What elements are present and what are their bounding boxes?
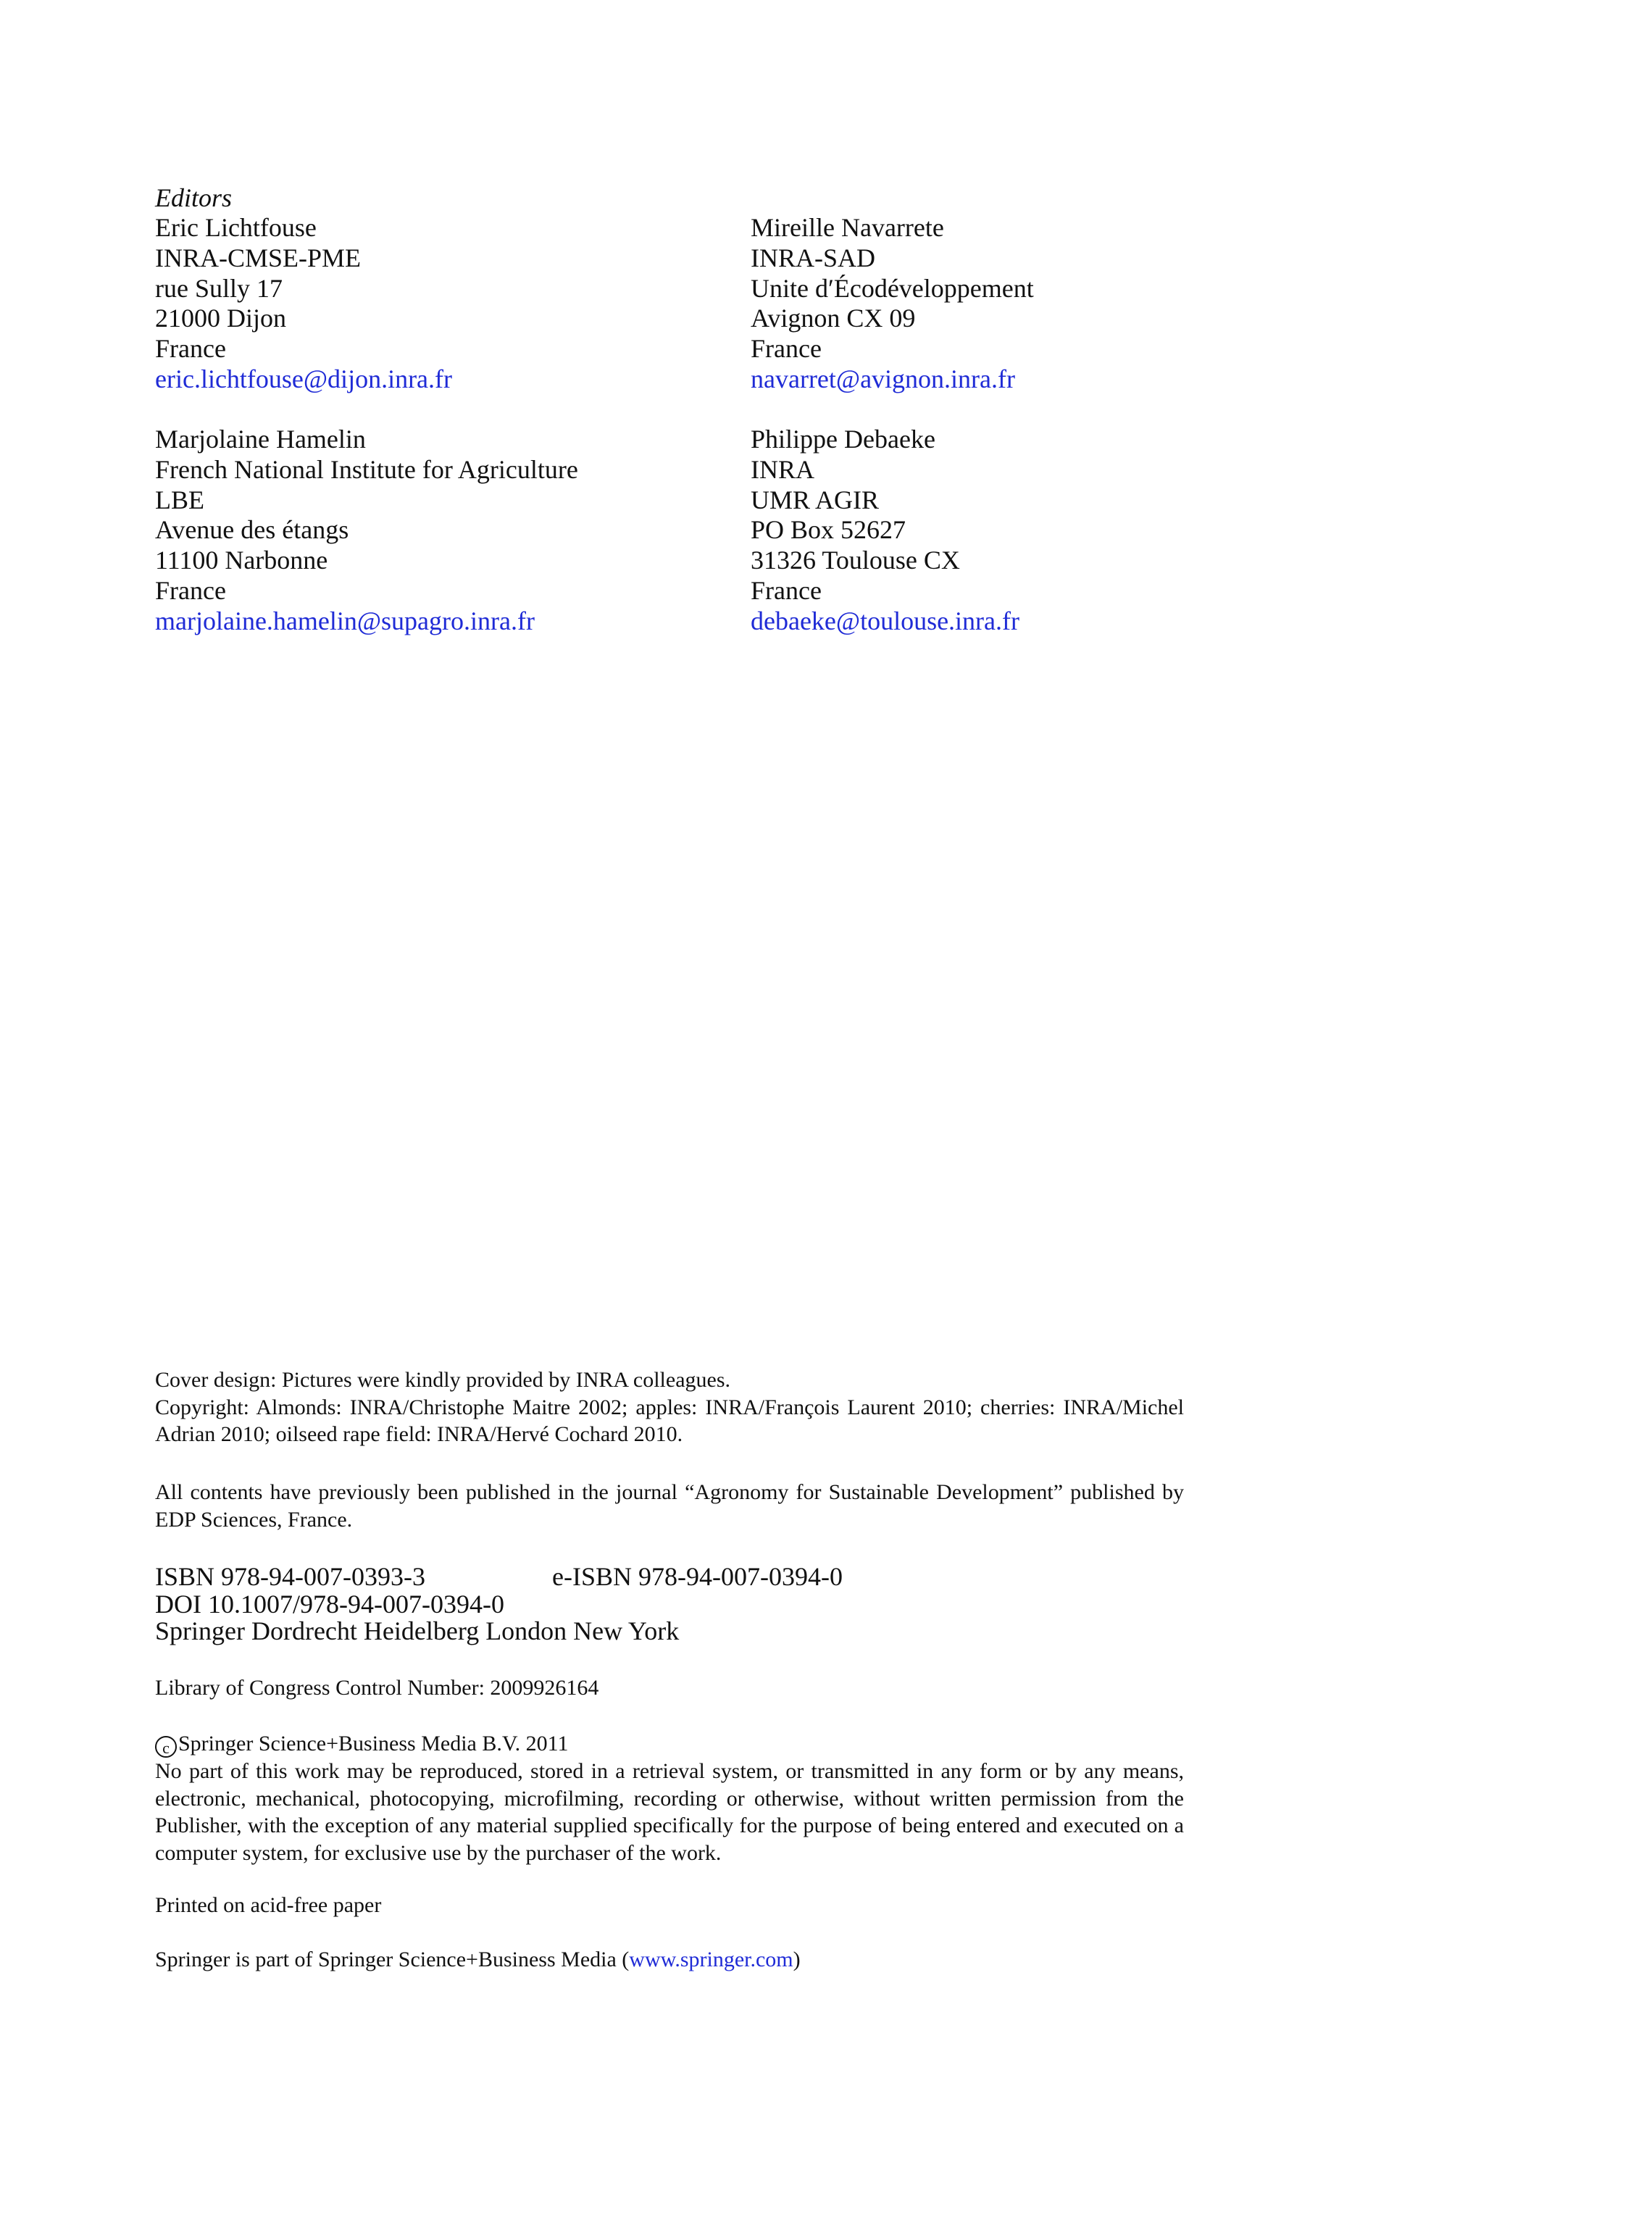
editor-email-link[interactable]: navarret@avignon.inra.fr bbox=[751, 364, 1015, 393]
library-of-congress-number: Library of Congress Control Number: 2009926164 bbox=[155, 1676, 599, 1700]
publisher-places: Springer Dordrecht Heidelberg London New York bbox=[155, 1616, 680, 1645]
editor-address-line: LBE bbox=[155, 485, 204, 514]
editor-name: Mireille Navarrete bbox=[751, 213, 944, 242]
editor-address-line: France bbox=[751, 334, 822, 364]
springer-website-link[interactable]: www.springer.com bbox=[629, 1948, 793, 1971]
isbn-row bbox=[155, 1564, 1184, 1591]
springer-text-end: ) bbox=[793, 1948, 801, 1971]
editor-address-line: Unite d′Écodéveloppement bbox=[751, 273, 1034, 303]
editor-address-block bbox=[155, 213, 452, 395]
photo-copyright-note: Copyright: Almonds: INRA/Christophe Maitre 2002; apples: INRA/François Laurent 2010; cherries: INRA/Michel Adrian 2010; oilseed rape field: INRA/Hervé Cochard 2010. bbox=[155, 1395, 1184, 1446]
editor-address-line: INRA-CMSE-PME bbox=[155, 243, 362, 272]
isbn: ISBN 978-94-007-0393-3 bbox=[155, 1562, 425, 1591]
prior-publication-note: All contents have previously been published in the journal “Agronomy for Sustainable Development” published by EDP Sciences, France. bbox=[155, 1480, 1184, 1532]
editors-label: Editors bbox=[155, 183, 233, 212]
editor-address-block bbox=[155, 425, 578, 637]
printed-note: Printed on acid-free paper bbox=[155, 1893, 382, 1917]
editor-address-line: Avenue des étangs bbox=[155, 515, 349, 545]
rights-reserved-text: No part of this work may be reproduced, stored in a retrieval system, or transmitted in any form or by any means, electronic, mechanical, photocopying, microfilming, recording or otherwise, without written permission from the Publisher, with the exception of any material supplied specifically for the purpose of being entered and executed on a computer system, for exclusive use by the purchaser of the work. bbox=[155, 1759, 1184, 1865]
editor-address-block bbox=[751, 425, 1019, 637]
e-isbn: e-ISBN 978-94-007-0394-0 bbox=[552, 1562, 843, 1591]
editor-email-link[interactable]: marjolaine.hamelin@supagro.inra.fr bbox=[155, 606, 535, 635]
editor-name: Eric Lichtfouse bbox=[155, 213, 317, 242]
editor-address-line: France bbox=[155, 575, 226, 605]
editor-address-line: French National Institute for Agriculture bbox=[155, 454, 578, 484]
editor-address-line: INRA-SAD bbox=[751, 243, 876, 272]
editor-address-block bbox=[751, 213, 1034, 395]
editor-address-line: 11100 Narbonne bbox=[155, 546, 328, 575]
copyright-symbol-icon: c bbox=[155, 1736, 177, 1758]
editor-address-line: PO Box 52627 bbox=[751, 515, 906, 545]
editor-address-line: Avignon CX 09 bbox=[751, 304, 916, 333]
editor-address-line: France bbox=[155, 334, 226, 364]
copyright-holder: Springer Science+Business Media B.V. 2011 bbox=[178, 1732, 569, 1756]
cover-design-note: Cover design: Pictures were kindly provided by INRA colleagues. bbox=[155, 1368, 731, 1392]
isbn-block bbox=[155, 1564, 1184, 1645]
editor-name: Philippe Debaeke bbox=[751, 425, 935, 454]
editor-name: Marjolaine Hamelin bbox=[155, 425, 366, 454]
editor-address-line: 21000 Dijon bbox=[155, 304, 287, 333]
editor-address-line: 31326 Toulouse CX bbox=[751, 546, 960, 575]
copyright-holder-line bbox=[155, 1730, 1184, 1758]
springer-affiliation bbox=[155, 1946, 1184, 1974]
editor-address-line: UMR AGIR bbox=[751, 485, 880, 514]
cover-credits bbox=[155, 1366, 1184, 1448]
doi: DOI 10.1007/978-94-007-0394-0 bbox=[155, 1589, 504, 1619]
editor-address-line: rue Sully 17 bbox=[155, 273, 283, 303]
editor-address-line: France bbox=[751, 575, 822, 605]
editor-email-link[interactable]: debaeke@toulouse.inra.fr bbox=[751, 606, 1020, 635]
editor-email-link[interactable]: eric.lichtfouse@dijon.inra.fr bbox=[155, 364, 453, 393]
springer-text: Springer is part of Springer Science+Business Media ( bbox=[155, 1948, 630, 1971]
copyright-notice bbox=[155, 1730, 1184, 1866]
editor-address-line: INRA bbox=[751, 454, 814, 484]
